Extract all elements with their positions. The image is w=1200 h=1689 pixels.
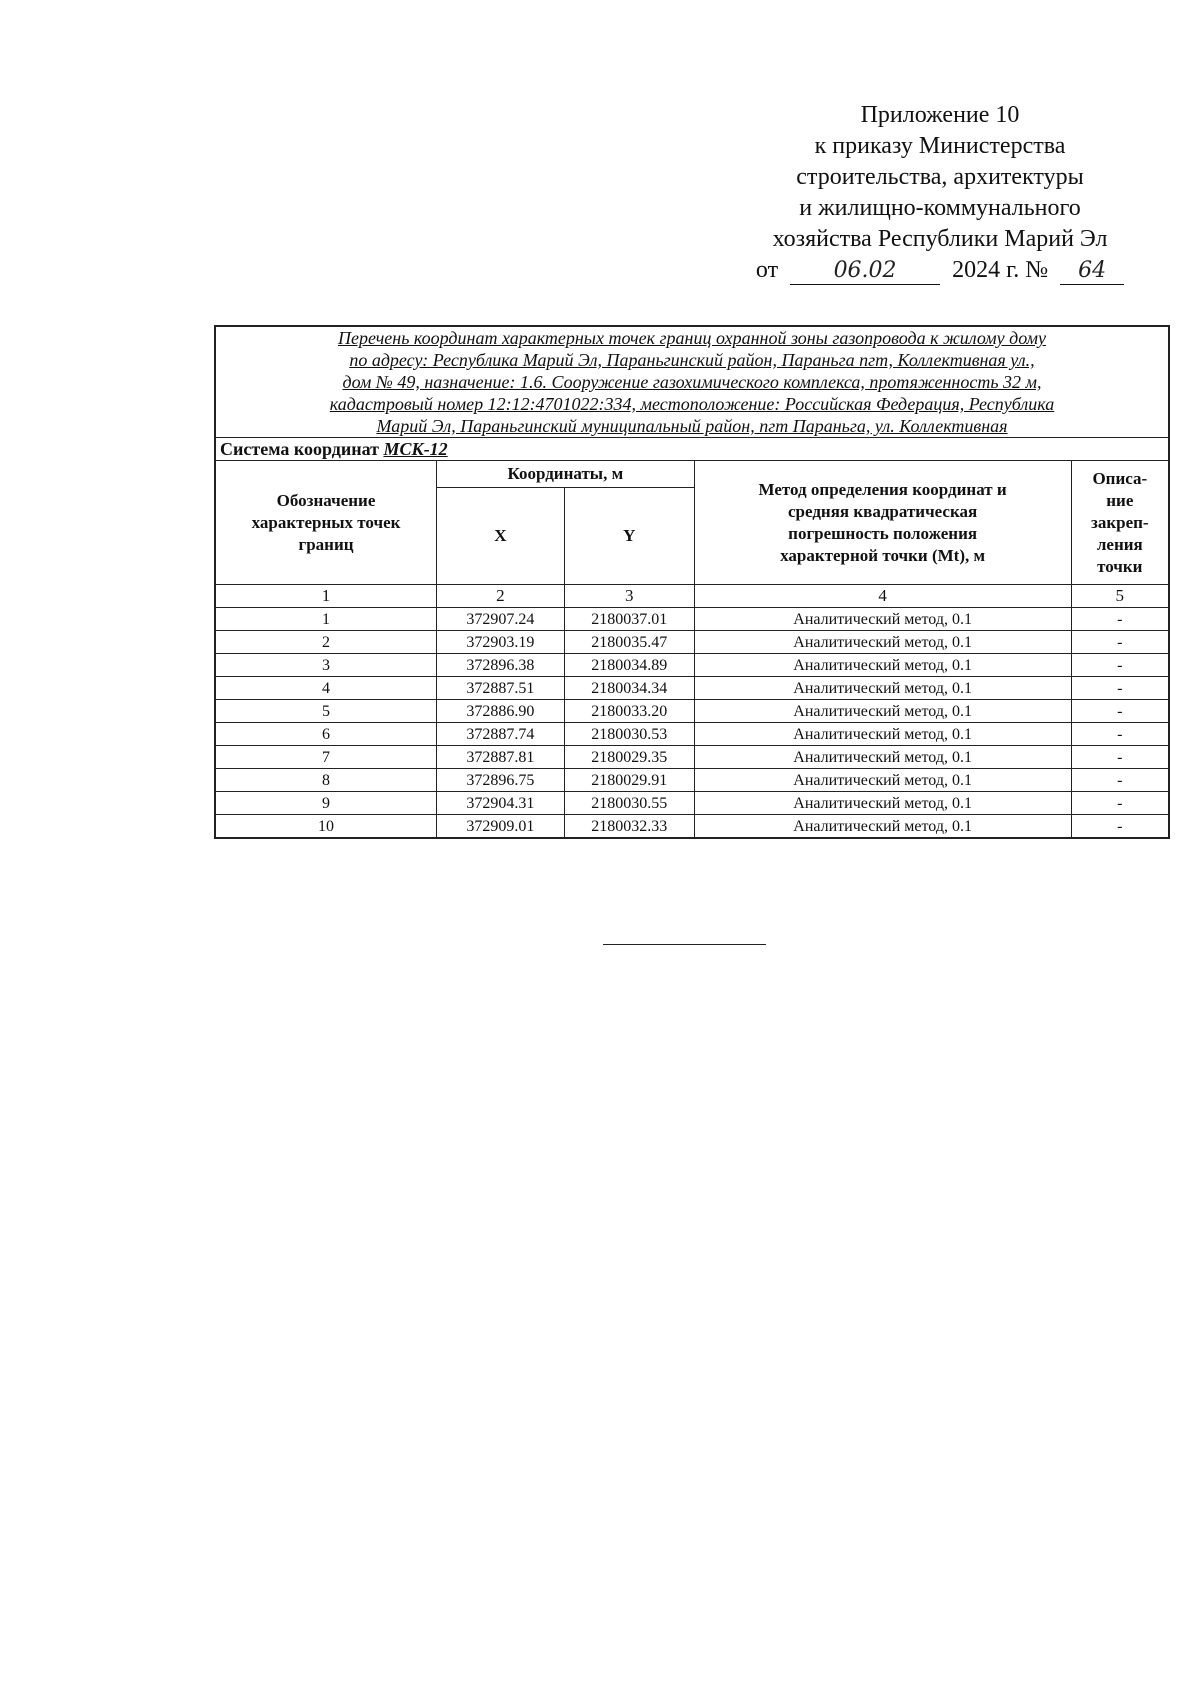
caption-line: дом № 49, назначение: 1.6. Сооружение газохимического комплекса, протяженность 32 м, (342, 372, 1042, 392)
cell-x: 372887.51 (437, 677, 565, 700)
caption-line: кадастровый номер 12:12:4701022:334, местоположение: Российская Федерация, Республика (329, 394, 1055, 414)
caption-line: Перечень координат характерных точек границ охранной зоны газопровода к жилому дому (337, 328, 1047, 348)
order-date-line (720, 255, 1160, 286)
cell-description: - (1071, 769, 1169, 792)
annex-line: Приложение 10 (860, 102, 1020, 128)
cell-y: 2180030.55 (564, 792, 694, 815)
cell-x: 372907.24 (437, 608, 565, 631)
header-x: X (437, 488, 565, 585)
cell-x: 372896.38 (437, 654, 565, 677)
header-line: характерной точки (Mt), м (780, 545, 986, 565)
table-row (215, 608, 1169, 631)
cell-description: - (1071, 723, 1169, 746)
annex-line: и жилищно-коммунального (799, 195, 1081, 221)
closing-rule (603, 944, 766, 945)
header-line: ние (1106, 490, 1134, 510)
cell-method: Аналитический метод, 0.1 (694, 608, 1071, 631)
caption-line: Марий Эл, Параньгинский муниципальный район, пгт Параньга, ул. Коллективная (376, 416, 1008, 436)
cell-y: 2180032.33 (564, 815, 694, 839)
cell-point: 9 (215, 792, 437, 815)
cell-description: - (1071, 746, 1169, 769)
header-method (694, 461, 1071, 585)
system-value: МСК-12 (383, 439, 448, 459)
table-row (215, 769, 1169, 792)
cell-method: Аналитический метод, 0.1 (694, 792, 1071, 815)
cell-x: 372909.01 (437, 815, 565, 839)
cell-point: 4 (215, 677, 437, 700)
cell-description: - (1071, 654, 1169, 677)
header-line: границ (298, 534, 354, 554)
coordinates-table (214, 325, 1170, 839)
cell-method: Аналитический метод, 0.1 (694, 700, 1071, 723)
cell-point: 5 (215, 700, 437, 723)
cell-method: Аналитический метод, 0.1 (694, 631, 1071, 654)
caption-line: по адресу: Республика Марий Эл, Параньгинский район, Параньга пгт, Коллективная ул., (349, 350, 1035, 370)
cell-method: Аналитический метод, 0.1 (694, 677, 1071, 700)
cell-x: 372887.81 (437, 746, 565, 769)
cell-point: 8 (215, 769, 437, 792)
cell-y: 2180037.01 (564, 608, 694, 631)
cell-point: 10 (215, 815, 437, 839)
table-row (215, 654, 1169, 677)
cell-y: 2180034.34 (564, 677, 694, 700)
system-label: Система координат (220, 439, 379, 459)
header-description (1071, 461, 1169, 585)
header-line: характерных точек (251, 512, 401, 532)
cell-description: - (1071, 631, 1169, 654)
cell-x: 372886.90 (437, 700, 565, 723)
annex-line: к приказу Министерства (814, 133, 1066, 159)
cell-x: 372903.19 (437, 631, 565, 654)
header-y: Y (564, 488, 694, 585)
cell-method: Аналитический метод, 0.1 (694, 815, 1071, 839)
cell-description: - (1071, 700, 1169, 723)
column-number: 2 (437, 585, 565, 608)
table-caption (215, 326, 1169, 438)
cell-description: - (1071, 608, 1169, 631)
header-line: средняя квадратическая (788, 501, 978, 521)
header-coordinates: Координаты, м (437, 461, 695, 488)
handwritten-date: 06.02 (790, 258, 940, 285)
cell-method: Аналитический метод, 0.1 (694, 654, 1071, 677)
table-row (215, 631, 1169, 654)
annex-header (720, 100, 1160, 286)
cell-x: 372887.74 (437, 723, 565, 746)
table-row (215, 677, 1169, 700)
table-row (215, 700, 1169, 723)
cell-point: 3 (215, 654, 437, 677)
header-line: ления (1096, 534, 1143, 554)
header-line: погрешность положения (788, 523, 978, 543)
header-line: закреп- (1091, 512, 1149, 532)
column-number: 4 (694, 585, 1071, 608)
cell-y: 2180034.89 (564, 654, 694, 677)
table-row (215, 723, 1169, 746)
column-number: 5 (1071, 585, 1169, 608)
table-row (215, 792, 1169, 815)
cell-x: 372896.75 (437, 769, 565, 792)
table-row (215, 746, 1169, 769)
header-line: Обозначение (276, 490, 376, 510)
column-number: 3 (564, 585, 694, 608)
cell-y: 2180029.91 (564, 769, 694, 792)
year-text: 2024 г. № (952, 257, 1049, 283)
cell-method: Аналитический метод, 0.1 (694, 769, 1071, 792)
cell-point: 6 (215, 723, 437, 746)
annex-line: хозяйства Республики Марий Эл (772, 226, 1108, 252)
cell-description: - (1071, 677, 1169, 700)
cell-y: 2180030.53 (564, 723, 694, 746)
annex-line: строительства, архитектуры (796, 164, 1084, 190)
cell-y: 2180029.35 (564, 746, 694, 769)
cell-method: Аналитический метод, 0.1 (694, 723, 1071, 746)
cell-y: 2180033.20 (564, 700, 694, 723)
column-number: 1 (215, 585, 437, 608)
table-row (215, 815, 1169, 839)
cell-y: 2180035.47 (564, 631, 694, 654)
cell-point: 2 (215, 631, 437, 654)
header-line: Метод определения координат и (758, 479, 1007, 499)
column-number-row (215, 585, 1169, 608)
header-line: Описа- (1092, 468, 1148, 488)
cell-x: 372904.31 (437, 792, 565, 815)
header-point (215, 461, 437, 585)
cell-description: - (1071, 792, 1169, 815)
coordinate-system (215, 438, 1169, 461)
cell-description: - (1071, 815, 1169, 839)
header-line: точки (1097, 556, 1143, 576)
cell-point: 7 (215, 746, 437, 769)
date-prefix: от (755, 257, 779, 283)
handwritten-order-number: 64 (1060, 258, 1124, 285)
cell-method: Аналитический метод, 0.1 (694, 746, 1071, 769)
cell-point: 1 (215, 608, 437, 631)
